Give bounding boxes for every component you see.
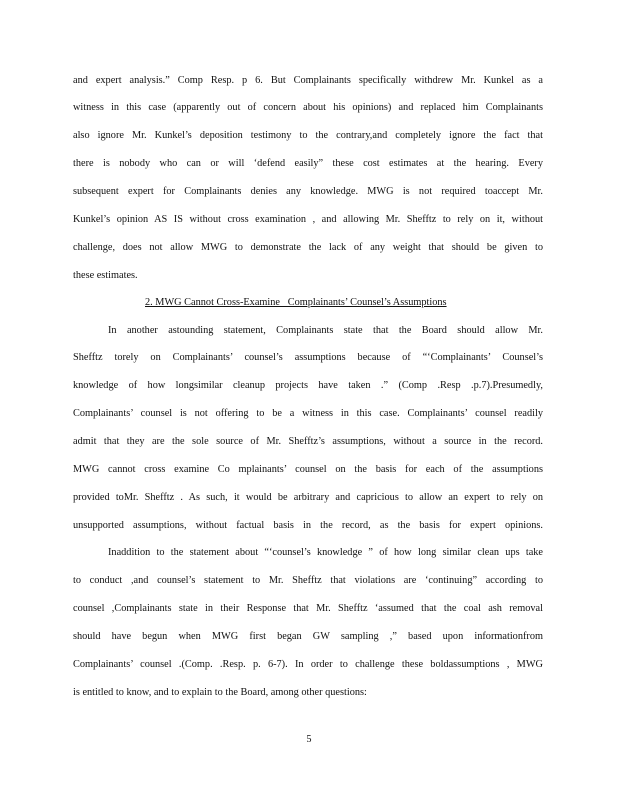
body-line: challenge, does not allow MWG to demonstrate the lack of any weight that should be given to bbox=[73, 242, 543, 253]
body-line: and expert analysis.” Comp Resp. p 6. But Complainants specifically withdrew Mr. Kunkel as a bbox=[73, 75, 543, 86]
body-line: Kunkel’s opinion AS IS without cross examination , and allowing Mr. Shefftz to rely on it, without bbox=[73, 214, 543, 225]
body-line: also ignore Mr. Kunkel’s deposition testimony to the contrary,and completely ignore the fact that bbox=[73, 130, 543, 141]
body-line: knowledge of how longsimilar cleanup projects have taken .” (Comp .Resp .p.7).Presumedly, bbox=[73, 380, 543, 391]
body-line: Inaddition to the statement about “‘counsel’s knowledge ” of how long similar clean ups take bbox=[108, 547, 543, 558]
body-line: admit that they are the sole source of Mr. Shefftz’s assumptions, without a source in the record. bbox=[73, 436, 543, 447]
body-line: provided toMr. Shefftz . As such, it would be arbitrary and capricious to allow an expert to rely on bbox=[73, 492, 543, 503]
body-line: there is nobody who can or will ‘defend easily” these cost estimates at the hearing. Every bbox=[73, 158, 543, 169]
body-line: is entitled to know, and to explain to the Board, among other questions: bbox=[73, 687, 367, 698]
body-line: subsequent expert for Complainants denies any knowledge. MWG is not required toaccept Mr. bbox=[73, 186, 543, 197]
body-line: In another astounding statement, Complainants state that the Board should allow Mr. bbox=[108, 325, 543, 336]
page-number: 5 bbox=[306, 734, 312, 745]
body-line: counsel ,Complainants state in their Response that Mr. Shefftz ‘assumed that the coal ash removal bbox=[73, 603, 543, 614]
body-line: Complainants’ counsel is not offering to be a witness in this case. Complainants’ counsel readily bbox=[73, 408, 543, 419]
body-line: Shefftz torely on Complainants’ counsel’s assumptions because of “‘Complainants’ Counsel’s bbox=[73, 352, 543, 363]
body-line: unsupported assumptions, without factual basis in the record, as the basis for expert opinions. bbox=[73, 520, 543, 531]
body-line: these estimates. bbox=[73, 270, 138, 281]
section-heading: 2. MWG Cannot Cross-Examine Complainants’ Counsel’s Assumptions bbox=[145, 297, 447, 308]
body-line: to conduct ,and counsel’s statement to Mr. Shefftz that violations are ‘continuing” according to bbox=[73, 575, 543, 586]
body-line: Complainants’ counsel .(Comp. .Resp. p. 6-7). In order to challenge these boldassumptions , MWG bbox=[73, 659, 543, 670]
body-line: MWG cannot cross examine Co mplainants’ counsel on the basis for each of the assumptions bbox=[73, 464, 543, 475]
body-line: witness in this case (apparently out of concern about his opinions) and replaced him Complainants bbox=[73, 102, 543, 113]
body-line: should have begun when MWG first began GW sampling ,” based upon informationfrom bbox=[73, 631, 543, 642]
